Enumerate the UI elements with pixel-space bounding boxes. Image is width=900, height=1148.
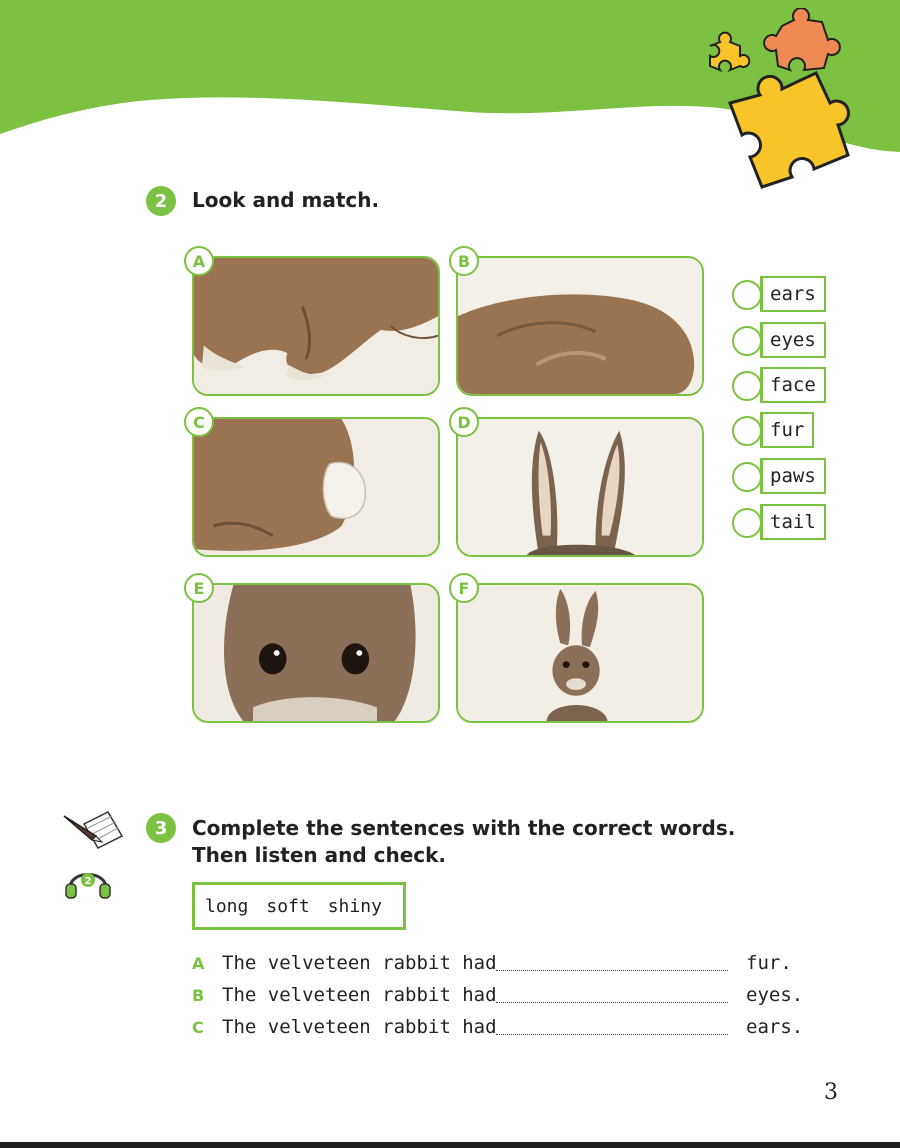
word-bank-item: shiny [327, 895, 382, 917]
exercise-3-number: 3 [146, 813, 176, 843]
bottom-border [0, 1142, 900, 1148]
sentence-a [192, 950, 832, 978]
answer-circle[interactable] [732, 462, 762, 492]
photo-f-rabbit-face [456, 583, 704, 723]
answer-circle[interactable] [732, 326, 762, 356]
photo-d-rabbit-ears [456, 417, 704, 557]
word-label: paws [760, 458, 826, 494]
sentence-text: The velveteen rabbit had [222, 984, 497, 1006]
sentence-text: The velveteen rabbit had [222, 1016, 497, 1038]
photo-b-rabbit-fur [456, 256, 704, 396]
answer-blank[interactable] [496, 1002, 728, 1003]
word-label: ears [760, 276, 826, 312]
word-label: face [760, 367, 826, 403]
answer-circle[interactable] [732, 280, 762, 310]
word-label: fur [760, 412, 814, 448]
word-label: eyes [760, 322, 826, 358]
sentence-letter: A [192, 954, 205, 973]
photo-e-rabbit-eyes [192, 583, 440, 723]
photo-letter-f: F [449, 573, 479, 603]
sentence-end: eyes. [746, 984, 804, 1006]
page-number: 3 [824, 1080, 838, 1105]
sentence-letter: B [192, 986, 205, 1005]
sentence-end: fur. [746, 952, 792, 974]
sentence-c [192, 1014, 832, 1042]
puzzle-pieces-icon [690, 8, 860, 193]
exercise-3-title-line2: Then listen and check. [192, 843, 447, 867]
photo-letter-c: C [184, 407, 214, 437]
photo-letter-d: D [449, 407, 479, 437]
pencil-writing-icon [62, 806, 126, 850]
photo-c-rabbit-tail [192, 417, 440, 557]
headphones-icon [64, 860, 112, 900]
word-bank-item: long [205, 895, 249, 917]
answer-blank[interactable] [496, 1034, 728, 1035]
sentence-end: ears. [746, 1016, 804, 1038]
exercise-3-title-line1: Complete the sentences with the correct words. [192, 816, 736, 840]
sentence-letter: C [192, 1018, 204, 1037]
photo-letter-b: B [449, 246, 479, 276]
word-bank-item: soft [266, 895, 310, 917]
exercise-2-number: 2 [146, 186, 176, 216]
sentence-text: The velveteen rabbit had [222, 952, 497, 974]
word-label: tail [760, 504, 826, 540]
sentence-b [192, 982, 832, 1010]
answer-circle[interactable] [732, 416, 762, 446]
answer-blank[interactable] [496, 970, 728, 971]
photo-letter-e: E [184, 573, 214, 603]
answer-circle[interactable] [732, 371, 762, 401]
photo-letter-a: A [184, 246, 214, 276]
audio-track-number: 2 [84, 876, 92, 887]
exercise-2-title: Look and match. [192, 188, 380, 212]
answer-circle[interactable] [732, 508, 762, 538]
photo-a-rabbit-paws [192, 256, 440, 396]
word-bank [192, 882, 406, 930]
